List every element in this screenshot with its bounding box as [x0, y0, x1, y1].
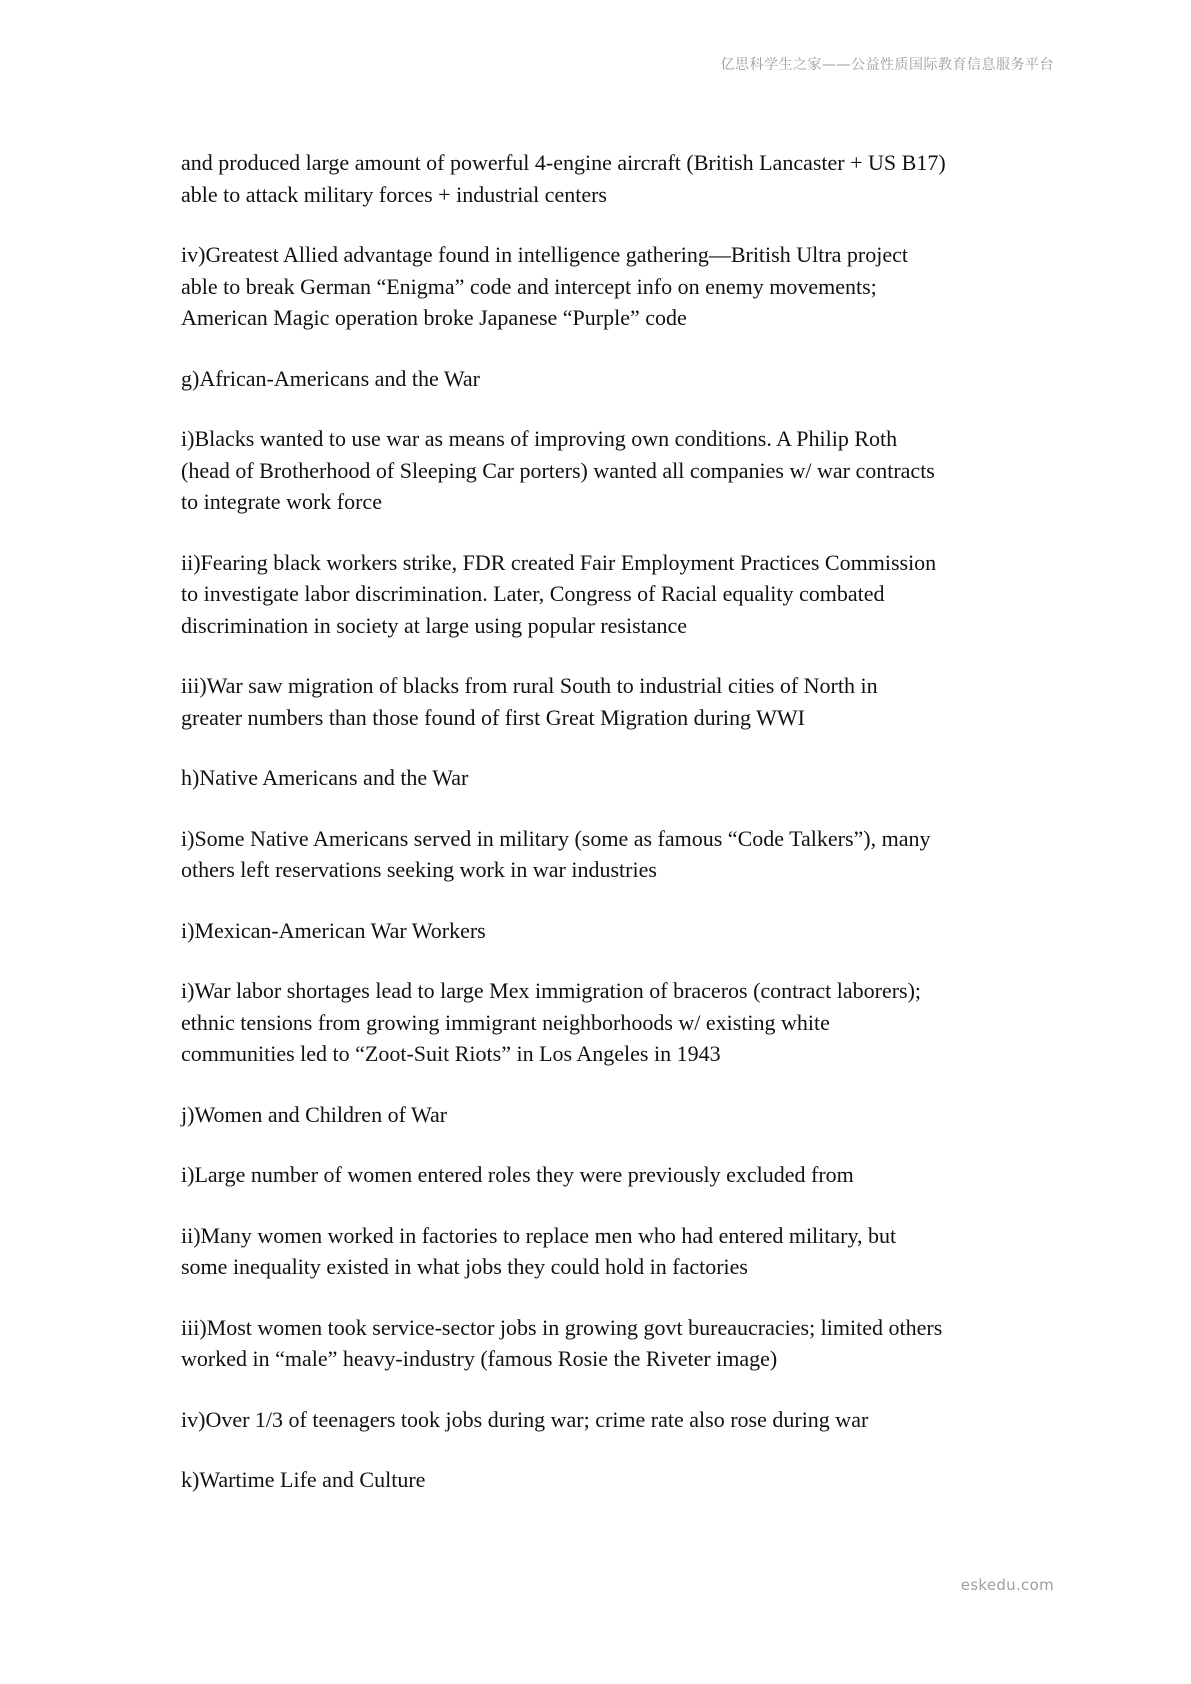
paragraph-intelligence-gathering: iv)Greatest Allied advantage found in intelligence gathering—British Ultra project able to break German “Enigma” code and intercept info on enemy movements; American Magic operation broke Japanese “Purple” code	[181, 242, 908, 330]
paragraph-code-talkers: i)Some Native Americans served in military (some as famous “Code Talkers”), many others left reservations seeking work in war industries	[181, 825, 931, 882]
section-heading-wartime-life: k)Wartime Life and Culture	[181, 1467, 426, 1492]
paragraph-great-migration: iii)War saw migration of blacks from rural South to industrial cities of North in greater numbers than those found of first Great Migration during WWI	[181, 673, 878, 730]
paragraph-braceros: i)War labor shortages lead to large Mex immigration of braceros (contract laborers); ethnic tensions from growing immigrant neighborhoods w/ existing white communities led to “Zoot-Suit Riots” in Los Angeles in 1943	[181, 978, 922, 1066]
paragraph-blacks-conditions: i)Blacks wanted to use war as means of improving own conditions. A Philip Roth (head of Brotherhood of Sleeping Car porters) wanted all companies w/ war contracts to integrate work force	[181, 426, 935, 514]
page-header-site-text: 亿思科学生之家——公益性质国际教育信息服务平台	[720, 57, 1054, 73]
paragraph-fair-employment: ii)Fearing black workers strike, FDR created Fair Employment Practices Commission to investigate labor discrimination. Later, Congress of Racial equality combated discrimination in society at large using popular resistance	[181, 549, 937, 638]
page-footer-domain: eskedu.com	[960, 1576, 1054, 1594]
section-heading-mexican-american: i)Mexican-American War Workers	[181, 917, 486, 943]
paragraph-service-sector: iii)Most women took service-sector jobs in growing govt bureaucracies; limited others worked in “male” heavy-industry (famous Rosie the Riveter image)	[181, 1314, 943, 1371]
paragraph-women-roles: i)Large number of women entered roles they were previously excluded from	[181, 1162, 854, 1187]
section-heading-african-americans: g)African-Americans and the War	[181, 365, 480, 391]
paragraph-aircraft-production: and produced large amount of powerful 4-engine aircraft (British Lancaster + US B17) able to attack military forces + industrial centers	[181, 150, 946, 207]
paragraph-women-factories: ii)Many women worked in factories to replace men who had entered military, but some inequality existed in what jobs they could hold in factories	[181, 1222, 897, 1279]
section-heading-native-americans: h)Native Americans and the War	[181, 765, 469, 790]
paragraph-teenagers: iv)Over 1/3 of teenagers took jobs during war; crime rate also rose during war	[181, 1406, 869, 1432]
section-heading-women-children: j)Women and Children of War	[181, 1101, 448, 1127]
document-body	[181, 147, 1041, 1525]
